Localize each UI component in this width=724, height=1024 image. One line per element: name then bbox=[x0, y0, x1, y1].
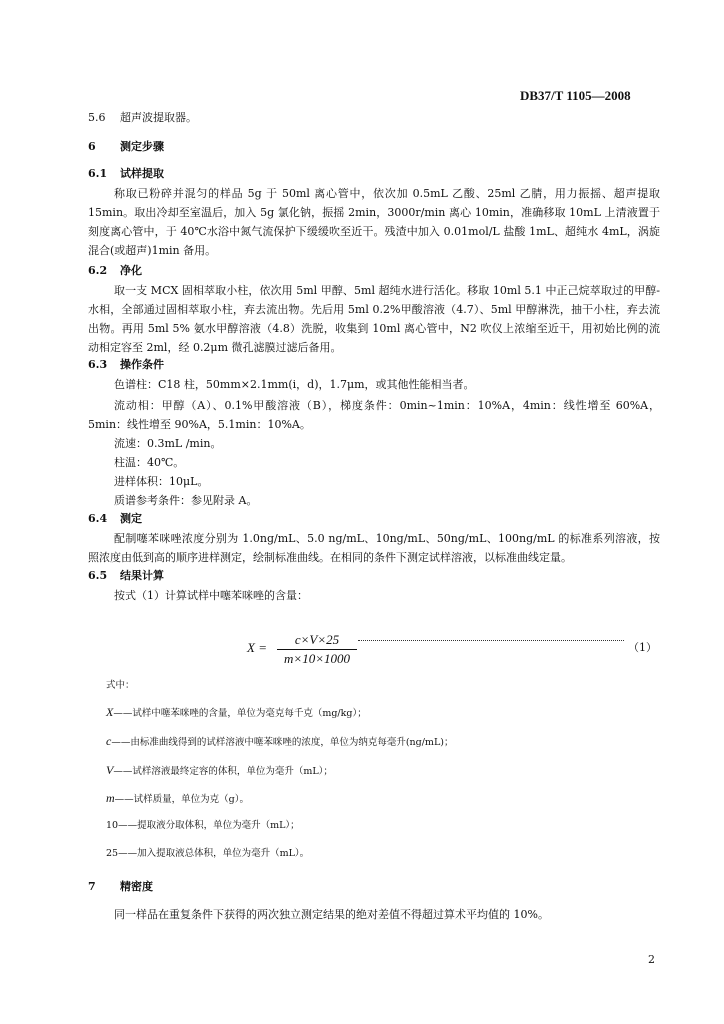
var-definition bbox=[106, 762, 333, 780]
formula-fraction bbox=[277, 632, 357, 667]
formula-number: （1） bbox=[628, 641, 657, 654]
flow-rate-spec: 流速：0.3mL /min。 bbox=[114, 437, 222, 450]
section-number: 6.1 bbox=[88, 167, 108, 180]
item-number: 5.6 bbox=[88, 111, 106, 124]
formula-leader-dots bbox=[358, 640, 624, 641]
section-number: 6.4 bbox=[88, 512, 108, 525]
section-6-3-heading bbox=[88, 355, 164, 375]
where-label: 式中： bbox=[106, 680, 135, 691]
section-6-4-paragraph: 配制噻苯咪唑浓度分别为 1.0ng/mL、5.0 ng/mL、10ng/mL、50ng/mL、100ng/mL 的标准系列溶液，按照浓度由低到高的顺序进样测定，绘制标准曲线。在相同的条件下测定试样溶液，以标准曲线定量。 bbox=[88, 532, 660, 564]
var-symbol: m bbox=[106, 791, 115, 805]
section-number: 6 bbox=[88, 140, 96, 153]
section-title: 试样提取 bbox=[120, 167, 164, 180]
var-symbol: 10 bbox=[106, 820, 119, 831]
item-text: 超声波提取器。 bbox=[120, 111, 197, 124]
section-7-paragraph: 同一样品在重复条件下获得的两次独立测定结果的绝对差值不得超过算术平均值的 10%。 bbox=[114, 908, 549, 921]
section-6-heading bbox=[88, 137, 164, 157]
section-6-1-heading bbox=[88, 164, 164, 184]
section-title: 测定步骤 bbox=[120, 140, 164, 153]
document-id: DB37/T 1105—2008 bbox=[520, 88, 631, 103]
mobile-phase-spec: 流动相：甲醇（A）、0.1%甲酸溶液（B），梯度条件：0min~1min：10%A，4min：线性增至 60%A，5min：线性增至 90%A，5.1min：10%A。 bbox=[88, 399, 660, 431]
section-number: 6.5 bbox=[88, 569, 108, 582]
var-description: ——提取液分取体积，单位为毫升（mL）； bbox=[118, 820, 300, 831]
var-symbol: X bbox=[106, 705, 114, 719]
item-5-6 bbox=[88, 108, 197, 128]
section-7-heading bbox=[88, 877, 153, 897]
ms-conditions-spec: 质谱参考条件：参见附录 A。 bbox=[114, 494, 258, 507]
var-description: ——试样溶液最终定容的体积，单位为毫升（mL）； bbox=[113, 766, 333, 777]
var-definition bbox=[106, 733, 453, 751]
section-6-1-paragraph: 称取已粉碎并混匀的样品 5g 于 50ml 离心管中，依次加 0.5mL 乙酸、25ml 乙腈，用力振摇、超声提取 15min。取出冷却至室温后，加入 5g 氯化钠，振摇 2min，3000r/min 离心 10min，准确移取 10mL 上清液置于刻度离心管中，于 40℃水浴中氮气流保护下缓缓吹至近干。残渣中加入 0.01mol/L 盐酸 1mL、超纯水 4mL，涡旋混合(或超声)1min 备用。 bbox=[88, 187, 660, 257]
section-title: 操作条件 bbox=[120, 358, 164, 371]
var-symbol: 25 bbox=[106, 848, 119, 859]
section-title: 结果计算 bbox=[120, 569, 164, 582]
page-number: 2 bbox=[648, 953, 655, 966]
section-title: 净化 bbox=[120, 264, 142, 277]
section-6-2-heading bbox=[88, 261, 142, 281]
var-description: ——由标准曲线得到的试样溶液中噻苯咪唑的浓度，单位为纳克每毫升(ng/mL)； bbox=[111, 737, 454, 748]
section-number: 6.2 bbox=[88, 264, 108, 277]
formula-lhs: X = bbox=[247, 640, 267, 655]
var-description: ——加入提取液总体积，单位为毫升（mL）。 bbox=[118, 848, 310, 859]
section-6-5-heading bbox=[88, 566, 164, 586]
formula-numerator: c×V×25 bbox=[277, 632, 357, 650]
var-definition bbox=[106, 818, 300, 834]
var-description: ——试样中噻苯咪唑的含量，单位为毫克每千克（mg/kg）； bbox=[113, 708, 367, 719]
var-symbol: c bbox=[106, 734, 112, 748]
section-title: 精密度 bbox=[120, 880, 153, 893]
section-number: 6.3 bbox=[88, 358, 108, 371]
var-definition bbox=[106, 790, 249, 808]
section-number: 7 bbox=[88, 880, 96, 893]
section-6-5-paragraph: 按式（1）计算试样中噻苯咪唑的含量： bbox=[114, 589, 308, 602]
column-temp-spec: 柱温：40℃。 bbox=[114, 456, 185, 469]
var-definition bbox=[106, 846, 309, 862]
var-symbol: V bbox=[106, 763, 114, 777]
section-6-2-paragraph: 取一支 MCX 固相萃取小柱，依次用 5ml 甲醇、5ml 超纯水进行活化。移取 10ml 5.1 中正己烷萃取过的甲醇-水相，全部通过固相萃取小柱，弃去流出物。先后用 5ml 0.2%甲酸溶液（4.7）、5ml 甲醇淋洗，抽干小柱，弃去流出物。再用 5ml 5% 氨水甲醇溶液（4.8）洗脱，收集到 10ml 离心管中，N2 吹仪上浓缩至近干，用初始比例的流动相定容至 2ml，经 0.2μm 微孔滤膜过滤后备用。 bbox=[88, 284, 660, 354]
var-description: ——试样质量，单位为克（g）。 bbox=[114, 794, 250, 805]
var-definition bbox=[106, 704, 367, 722]
section-6-4-heading bbox=[88, 509, 142, 529]
formula-denominator: m×10×1000 bbox=[284, 651, 350, 666]
section-title: 测定 bbox=[120, 512, 142, 525]
column-spec: 色谱柱：C18 柱，50mm×2.1mm(i，d)，1.7μm，或其他性能相当者。 bbox=[114, 378, 475, 391]
injection-volume-spec: 进样体积：10μL。 bbox=[114, 475, 209, 488]
